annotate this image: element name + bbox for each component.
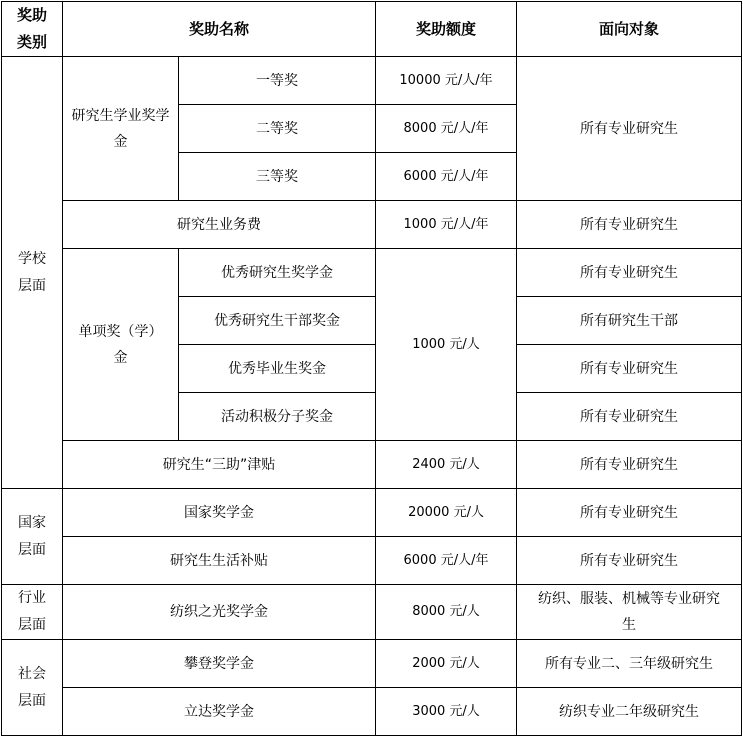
table-row <box>2 537 742 585</box>
header-category: 奖助 类别 <box>2 2 63 57</box>
society-row-2-name: 立达奖学金 <box>63 688 376 736</box>
single-item-1-target: 所有专业研究生 <box>517 249 742 297</box>
category-society: 社会 层面 <box>2 640 63 736</box>
single-item-1: 优秀研究生奖学金 <box>179 249 376 297</box>
header-row <box>2 2 742 57</box>
single-item-4-target: 所有专业研究生 <box>517 393 742 441</box>
society-row-1-target: 所有专业二、三年级研究生 <box>517 640 742 688</box>
header-name: 奖助名称 <box>63 2 376 57</box>
category-school: 学校 层面 <box>2 57 63 489</box>
tier-second-amount: 8000 元/人/年 <box>376 105 517 153</box>
industry-row-1-target: 纺织、服装、机械等专业研究 生 <box>517 585 742 640</box>
business-fee-amount: 1000 元/人/年 <box>376 201 517 249</box>
header-amount: 奖助额度 <box>376 2 517 57</box>
table-row <box>2 57 742 105</box>
single-award-amount: 1000 元/人 <box>376 249 517 441</box>
sanzhu-name: 研究生“三助”津贴 <box>63 441 376 489</box>
society-row-2-target: 纺织专业二年级研究生 <box>517 688 742 736</box>
national-row-2-target: 所有专业研究生 <box>517 537 742 585</box>
single-item-2-target: 所有研究生干部 <box>517 297 742 345</box>
tier-second: 二等奖 <box>179 105 376 153</box>
table-row <box>2 201 742 249</box>
business-fee-name: 研究生业务费 <box>63 201 376 249</box>
sanzhu-amount: 2400 元/人 <box>376 441 517 489</box>
single-item-4: 活动积极分子奖金 <box>179 393 376 441</box>
table-row <box>2 249 742 297</box>
academic-scholarship-name: 研究生学业奖学金 <box>63 57 179 201</box>
table-row <box>2 489 742 537</box>
single-item-3-target: 所有专业研究生 <box>517 345 742 393</box>
national-row-1-target: 所有专业研究生 <box>517 489 742 537</box>
category-national: 国家 层面 <box>2 489 63 585</box>
single-item-3: 优秀毕业生奖金 <box>179 345 376 393</box>
national-row-2-amount: 6000 元/人/年 <box>376 537 517 585</box>
industry-row-1-name: 纺织之光奖学金 <box>63 585 376 640</box>
tier-first-amount: 10000 元/人/年 <box>376 57 517 105</box>
single-item-2: 优秀研究生干部奖金 <box>179 297 376 345</box>
academic-target: 所有专业研究生 <box>517 57 742 201</box>
tier-third: 三等奖 <box>179 153 376 201</box>
single-award-name: 单项奖（学） 金 <box>63 249 179 441</box>
table-row <box>2 640 742 688</box>
table-row <box>2 688 742 736</box>
table-row <box>2 585 742 640</box>
sanzhu-target: 所有专业研究生 <box>517 441 742 489</box>
table-row <box>2 441 742 489</box>
society-row-2-amount: 3000 元/人 <box>376 688 517 736</box>
category-industry: 行业 层面 <box>2 585 63 640</box>
business-fee-target: 所有专业研究生 <box>517 201 742 249</box>
tier-third-amount: 6000 元/人/年 <box>376 153 517 201</box>
industry-row-1-amount: 8000 元/人 <box>376 585 517 640</box>
header-target: 面向对象 <box>517 2 742 57</box>
national-row-2-name: 研究生生活补贴 <box>63 537 376 585</box>
tier-first: 一等奖 <box>179 57 376 105</box>
national-row-1-amount: 20000 元/人 <box>376 489 517 537</box>
scholarship-table <box>1 1 742 736</box>
national-row-1-name: 国家奖学金 <box>63 489 376 537</box>
society-row-1-name: 攀登奖学金 <box>63 640 376 688</box>
society-row-1-amount: 2000 元/人 <box>376 640 517 688</box>
